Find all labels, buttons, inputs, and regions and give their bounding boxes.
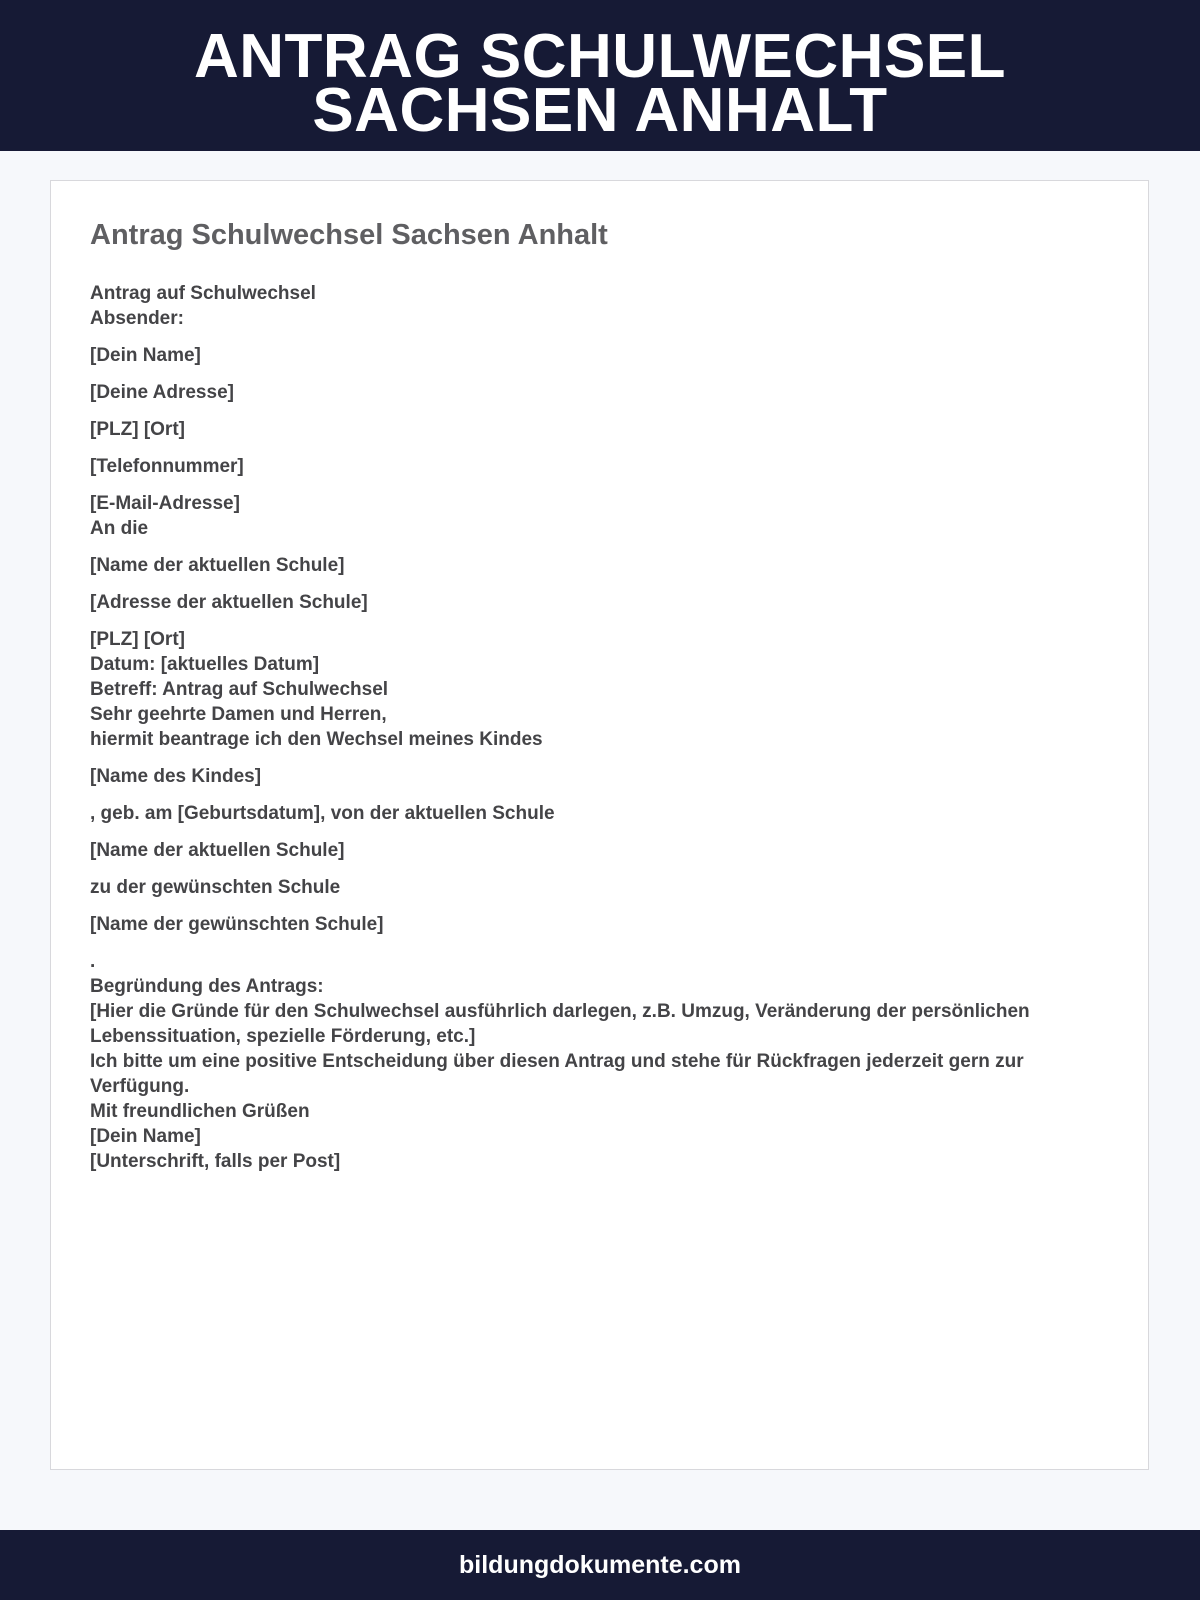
document-card [50, 180, 1149, 1470]
letter-line: Datum: [aktuelles Datum] [90, 654, 320, 675]
letter-line: [Name der aktuellen Schule] [90, 555, 345, 576]
letter-line: hiermit beantrage ich den Wechsel meines Kindes [90, 729, 543, 750]
document-title: Antrag Schulwechsel Sachsen Anhalt [90, 219, 608, 251]
letter-line: [Name der aktuellen Schule] [90, 840, 345, 861]
letter-line: [Dein Name] [90, 345, 201, 366]
letter-line: [Adresse der aktuellen Schule] [90, 592, 368, 613]
letter-line: Absender: [90, 308, 184, 329]
letter-line: [Name der gewünschten Schule] [90, 914, 384, 935]
banner-title-line-1: ANTRAG SCHULWECHSEL [193, 22, 1007, 91]
banner-title-line-2: SACHSEN ANHALT [312, 76, 888, 145]
letter-line: [PLZ] [Ort] [90, 629, 185, 650]
letter-line: , geb. am [Geburtsdatum], von der aktuellen Schule [90, 803, 555, 824]
letter-body [90, 281, 1090, 1174]
letter-line: [PLZ] [Ort] [90, 419, 185, 440]
letter-line: [Name des Kindes] [90, 766, 262, 787]
letter-line: [Dein Name] [90, 1126, 201, 1147]
letter-line: Mit freundlichen Grüßen [90, 1101, 310, 1122]
letter-paragraph: [Hier die Gründe für den Schulwechsel ausführlich darlegen, z.B. Umzug, Veränderung der persönlichen Lebenssituation, spezielle Förderung, etc.] [90, 1001, 1030, 1047]
footer-bar [0, 1530, 1200, 1600]
letter-line: [Telefonnummer] [90, 456, 244, 477]
letter-line: An die [90, 518, 149, 539]
letter-line: . [90, 951, 96, 972]
letter-line: Sehr geehrte Damen und Herren, [90, 704, 387, 725]
letter-line: Begründung des Antrags: [90, 976, 324, 997]
letter-paragraph: Ich bitte um eine positive Entscheidung über diesen Antrag und stehe für Rückfragen jederzeit gern zur Verfügung. [90, 1051, 1024, 1097]
letter-line: Betreff: Antrag auf Schulwechsel [90, 679, 389, 700]
header-banner [0, 0, 1200, 151]
footer-site-link[interactable]: bildungdokumente.com [459, 1551, 741, 1579]
letter-line: [E-Mail-Adresse] [90, 493, 240, 514]
letter-line: zu der gewünschten Schule [90, 877, 341, 898]
letter-line: [Unterschrift, falls per Post] [90, 1151, 341, 1172]
letter-line: Antrag auf Schulwechsel [90, 283, 316, 304]
letter-line: [Deine Adresse] [90, 382, 234, 403]
